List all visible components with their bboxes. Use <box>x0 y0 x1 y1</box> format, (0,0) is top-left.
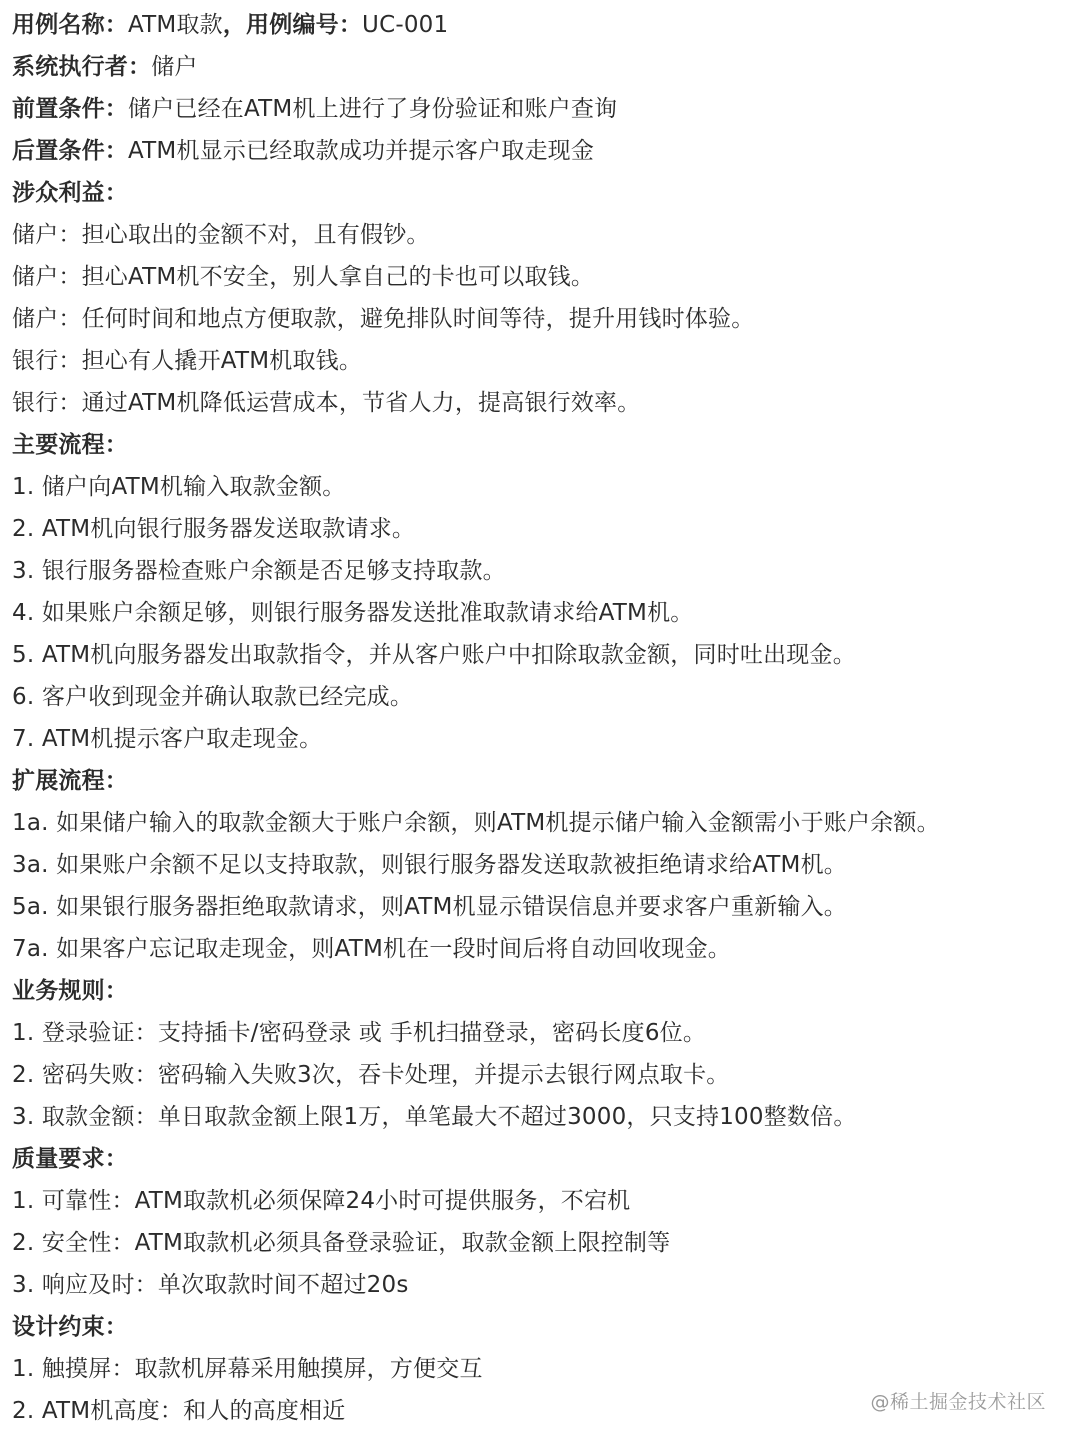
business-rules-heading: 业务规则： <box>12 978 128 1004</box>
design-constraints-heading: 设计约束： <box>12 1314 128 1340</box>
usecase-name-line <box>12 4 1072 46</box>
postcondition-line <box>12 130 1072 172</box>
list-item: 3. 银行服务器检查账户余额是否足够支持取款。 <box>12 558 506 584</box>
list-item: 5a. 如果银行服务器拒绝取款请求，则ATM机显示错误信息并要求客户重新输入。 <box>12 894 847 920</box>
quality-heading: 质量要求： <box>12 1146 128 1172</box>
list-item: 3. 取款金额：单日取款金额上限1万，单笔最大不超过3000，只支持100整数倍。 <box>12 1104 857 1130</box>
list-item: 3a. 如果账户余额不足以支持取款，则银行服务器发送取款被拒绝请求给ATM机。 <box>12 852 847 878</box>
usecase-id-label: ，用例编号： <box>222 12 363 38</box>
list-item: 7a. 如果客户忘记取走现金，则ATM机在一段时间后将自动回收现金。 <box>12 936 731 962</box>
list-item: 7. ATM机提示客户取走现金。 <box>12 726 323 752</box>
stakeholders-heading: 涉众利益： <box>12 180 128 206</box>
list-item: 1a. 如果储户输入的取款金额大于账户余额，则ATM机提示储户输入金额需小于账户余额。 <box>12 810 940 836</box>
actor-value: 储户 <box>151 54 198 80</box>
usecase-document <box>12 4 1072 1432</box>
main-flow-heading: 主要流程： <box>12 432 128 458</box>
precondition-value: 储户已经在ATM机上进行了身份验证和账户查询 <box>128 96 618 122</box>
list-item: 银行：通过ATM机降低运营成本，节省人力，提高银行效率。 <box>12 390 641 416</box>
usecase-id-value: UC-001 <box>362 12 449 38</box>
watermark: @稀土掘金技术社区 <box>870 1391 1046 1413</box>
usecase-name-value: ATM取款 <box>128 12 223 38</box>
list-item: 5. ATM机向服务器发出取款指令，并从客户账户中扣除取款金额，同时吐出现金。 <box>12 642 856 668</box>
list-item: 银行：担心有人撬开ATM机取钱。 <box>12 348 363 374</box>
list-item: 储户：担心ATM机不安全，别人拿自己的卡也可以取钱。 <box>12 264 595 290</box>
list-item: 4. 如果账户余额足够，则银行服务器发送批准取款请求给ATM机。 <box>12 600 694 626</box>
list-item: 6. 客户收到现金并确认取款已经完成。 <box>12 684 414 710</box>
list-item: 2. ATM机高度：和人的高度相近 <box>12 1398 346 1424</box>
actor-label: 系统执行者： <box>12 54 152 80</box>
list-item: 储户：担心取出的金额不对，且有假钞。 <box>12 222 430 248</box>
list-item: 储户：任何时间和地点方便取款，避免排队时间等待，提升用钱时体验。 <box>12 306 755 332</box>
postcondition-value: ATM机显示已经取款成功并提示客户取走现金 <box>128 138 595 164</box>
usecase-name-label: 用例名称： <box>12 12 128 38</box>
precondition-label: 前置条件： <box>12 96 128 122</box>
list-item: 1. 登录验证：支持插卡/密码登录 或 手机扫描登录，密码长度6位。 <box>12 1020 707 1046</box>
list-item: 2. ATM机向银行服务器发送取款请求。 <box>12 516 416 542</box>
list-item: 1. 可靠性：ATM取款机必须保障24小时可提供服务，不宕机 <box>12 1188 631 1214</box>
precondition-line <box>12 88 1072 130</box>
extension-flow-heading: 扩展流程： <box>12 768 128 794</box>
actor-line <box>12 46 1072 88</box>
list-item: 2. 安全性：ATM取款机必须具备登录验证，取款金额上限控制等 <box>12 1230 671 1256</box>
list-item: 1. 触摸屏：取款机屏幕采用触摸屏，方便交互 <box>12 1356 483 1382</box>
list-item: 3. 响应及时：单次取款时间不超过20s <box>12 1272 409 1298</box>
list-item: 1. 储户向ATM机输入取款金额。 <box>12 474 346 500</box>
postcondition-label: 后置条件： <box>12 138 128 164</box>
list-item: 2. 密码失败：密码输入失败3次，吞卡处理，并提示去银行网点取卡。 <box>12 1062 730 1088</box>
